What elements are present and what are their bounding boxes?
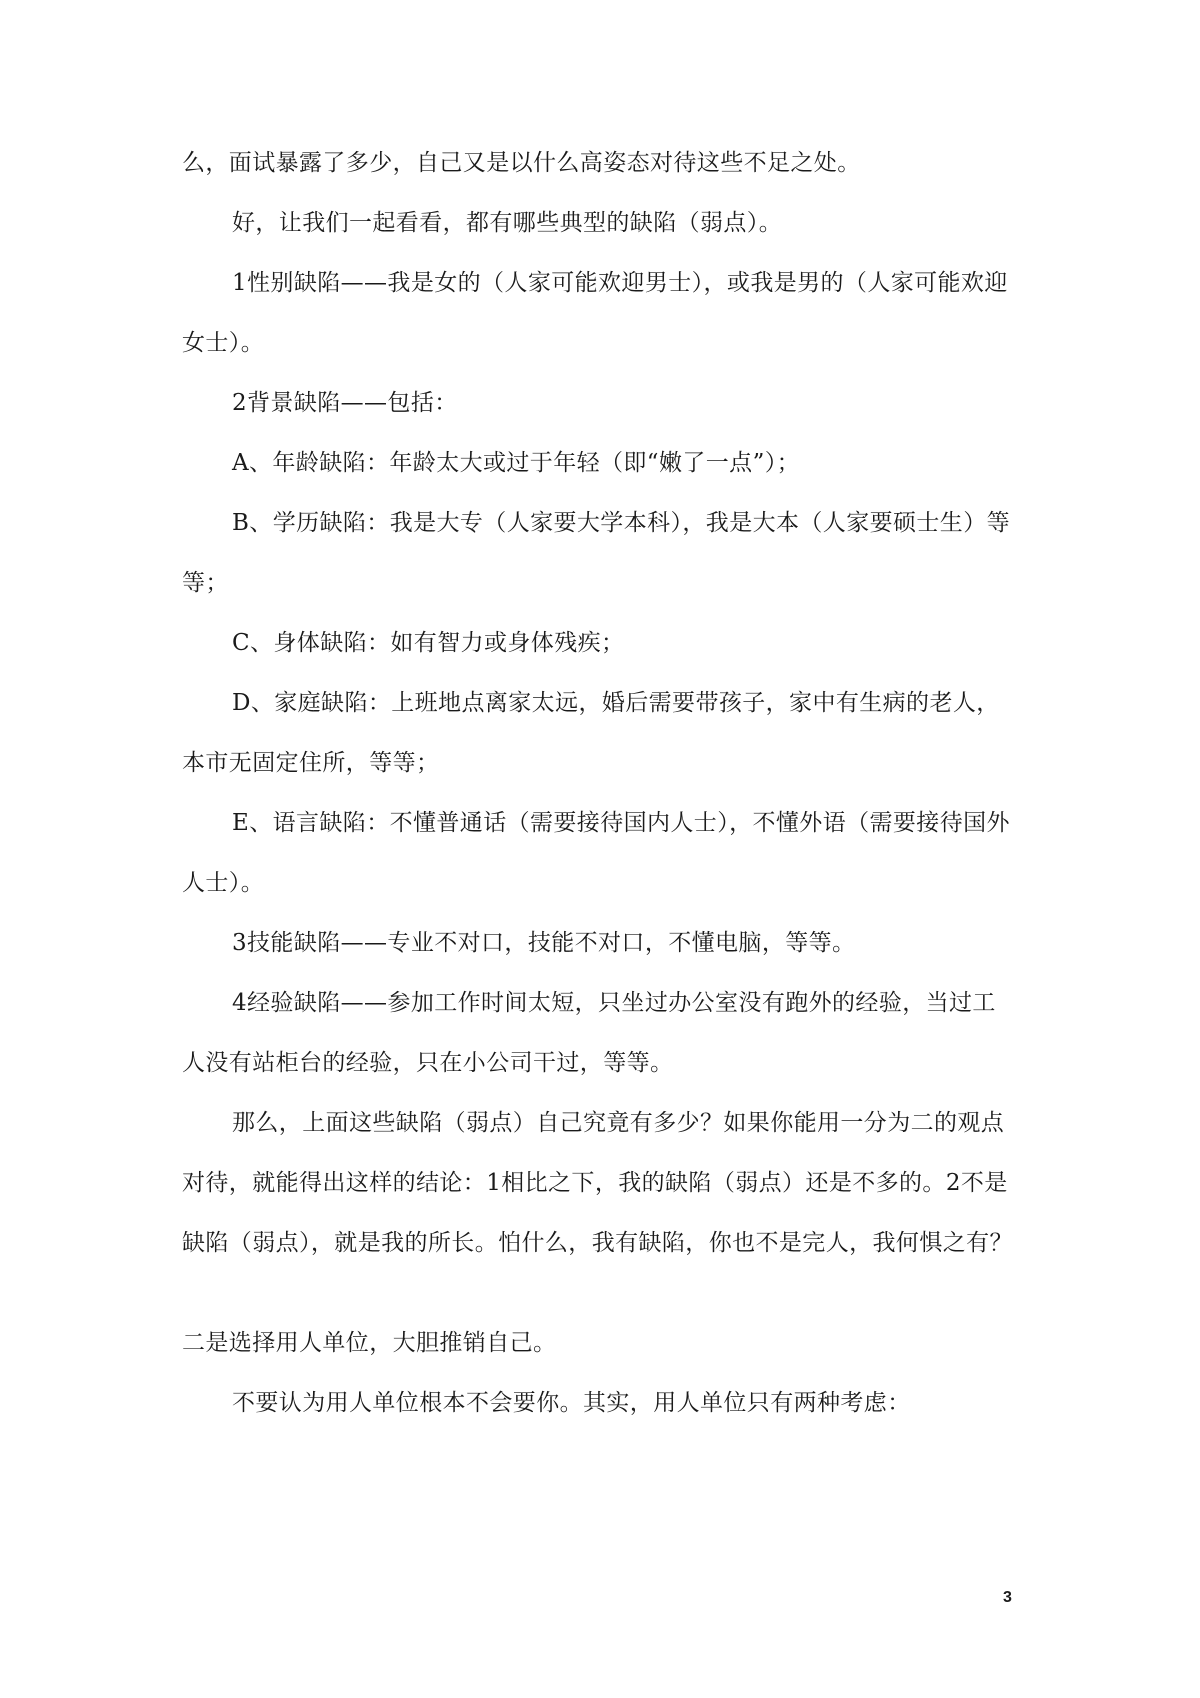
page-number: 3 <box>1003 1589 1012 1606</box>
section-heading: 二是选择用人单位，大胆推销自己。 <box>182 1330 557 1356</box>
text-line: 好，让我们一起看看，都有哪些典型的缺陷（弱点）。 <box>232 210 783 236</box>
text-line: 那么，上面这些缺陷（弱点）自己究竟有多少？如果你能用一分为二的观点 <box>232 1110 1005 1136</box>
text-line: 不要认为用人单位根本不会要你。其实，用人单位只有两种考虑： <box>232 1390 911 1416</box>
text-line: 4经验缺陷——参加工作时间太短，只坐过办公室没有跑外的经验，当过工 <box>232 990 996 1016</box>
text-line: E、语言缺陷：不懂普通话（需要接待国内人士），不懂外语（需要接待国外 <box>232 810 1010 836</box>
text-line: A、年龄缺陷：年龄太大或过于年轻（即“嫩了一点”）； <box>232 450 801 476</box>
text-line: 么，面试暴露了多少，自己又是以什么高姿态对待这些不足之处。 <box>182 150 861 176</box>
text-line: 人没有站柜台的经验，只在小公司干过，等等。 <box>182 1050 674 1076</box>
text-line: B、学历缺陷：我是大专（人家要大学本科），我是大本（人家要硕士生）等 <box>232 510 1011 536</box>
text-line: 本市无固定住所，等等； <box>182 750 440 776</box>
text-line: 等； <box>182 570 229 596</box>
text-line: 1性别缺陷——我是女的（人家可能欢迎男士），或我是男的（人家可能欢迎 <box>232 270 1008 296</box>
text-line: 2背景缺陷——包括： <box>232 390 458 416</box>
text-line: D、家庭缺陷：上班地点离家太远，婚后需要带孩子，家中有生病的老人， <box>232 690 1000 716</box>
text-line: C、身体缺陷：如有智力或身体残疾； <box>232 630 625 656</box>
text-line: 缺陷（弱点），就是我的所长。怕什么，我有缺陷，你也不是完人，我何惧之有？ <box>182 1230 1013 1256</box>
text-line: 女士）。 <box>182 330 265 356</box>
text-line: 对待，就能得出这样的结论：1相比之下，我的缺陷（弱点）还是不多的。2不是 <box>182 1170 1008 1196</box>
text-line: 3技能缺陷——专业不对口，技能不对口，不懂电脑，等等。 <box>232 930 856 956</box>
text-line: 人士）。 <box>182 870 265 896</box>
